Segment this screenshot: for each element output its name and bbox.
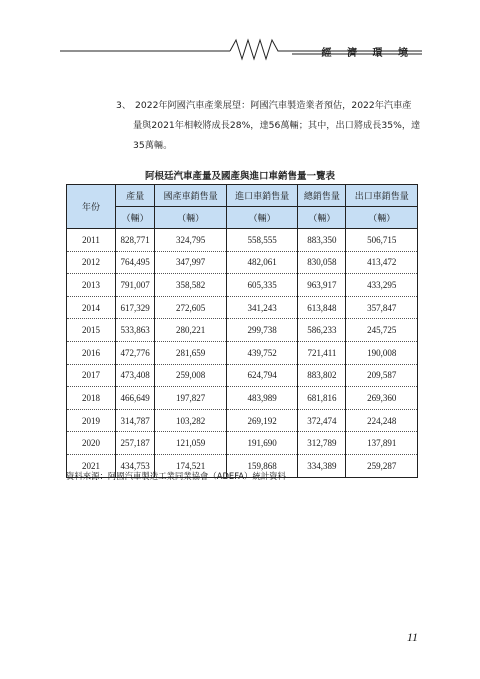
year-cell: 2014 [67,296,116,319]
year-cell: 2021 [67,454,116,477]
value-cell: 272,605 [155,296,227,319]
value-cell: 617,329 [116,296,155,319]
value-cell: 586,233 [298,319,346,342]
paragraph-number: 3、 [116,100,132,111]
value-cell: 473,408 [116,364,155,387]
value-cell: 269,192 [226,409,298,432]
value-cell: 137,891 [346,432,418,455]
value-cell: 299,738 [226,319,298,342]
header-title: 經 濟 環 境 [321,48,414,59]
value-cell: 506,715 [346,229,418,252]
value-cell: 357,847 [346,296,418,319]
year-cell: 2018 [67,387,116,410]
table-body [67,229,418,478]
year-header: 年份 [67,185,116,229]
column-unit: （輛） [116,207,155,229]
value-cell: 191,690 [226,432,298,455]
value-cell: 190,008 [346,341,418,364]
value-cell: 269,360 [346,387,418,410]
page-header [60,34,422,64]
table-row [67,229,418,252]
paragraph-line-3: 35萬輛。 [133,140,173,151]
value-cell: 433,295 [346,274,418,297]
value-cell: 466,649 [116,387,155,410]
value-cell: 197,827 [155,387,227,410]
paragraph-line-1: 3、 2022年阿國汽車產業展望：阿國汽車製造業者預估，2022年汽車產 [116,100,412,111]
value-cell: 281,659 [155,341,227,364]
year-cell: 2011 [67,229,116,252]
value-cell: 791,007 [116,274,155,297]
production-sales-table [66,184,418,478]
value-cell: 613,848 [298,296,346,319]
value-cell: 828,771 [116,229,155,252]
table-row [67,251,418,274]
value-cell: 533,863 [116,319,155,342]
table-title: 阿根廷汽車產量及國產與進口車銷售量一覽表 [144,171,335,182]
value-cell: 482,061 [226,251,298,274]
year-cell: 2017 [67,364,116,387]
year-cell: 2020 [67,432,116,455]
value-cell: 159,868 [226,454,298,477]
paragraph-line-2: 量與2021年相較將成長28%，達56萬輛；其中，出口將成長35%，達 [133,120,421,131]
column-header: 總銷售量 [298,185,346,207]
value-cell: 314,787 [116,409,155,432]
value-cell: 174,521 [155,454,227,477]
value-cell: 257,187 [116,432,155,455]
year-cell: 2016 [67,341,116,364]
column-unit: （輛） [155,207,227,229]
page-number: 11 [406,630,418,644]
value-cell: 413,472 [346,251,418,274]
column-unit: （輛） [346,207,418,229]
value-cell: 681,816 [298,387,346,410]
table-row [67,364,418,387]
value-cell: 324,795 [155,229,227,252]
value-cell: 605,335 [226,274,298,297]
value-cell: 224,248 [346,409,418,432]
paragraph [116,96,434,156]
value-cell: 312,789 [298,432,346,455]
year-cell: 2019 [67,409,116,432]
value-cell: 103,282 [155,409,227,432]
value-cell: 883,802 [298,364,346,387]
column-header: 國產車銷售量 [155,185,227,207]
value-cell: 624,794 [226,364,298,387]
source-note: 資料來源：阿國汽車製造工業同業協會（ADEFA）統計資料 [66,471,286,481]
year-cell: 2015 [67,319,116,342]
value-cell: 434,753 [116,454,155,477]
value-cell: 558,555 [226,229,298,252]
value-cell: 121,059 [155,432,227,455]
table-row [67,341,418,364]
value-cell: 259,008 [155,364,227,387]
column-header: 進口車銷售量 [226,185,298,207]
value-cell: 209,587 [346,364,418,387]
table-row [67,274,418,297]
table-row [67,432,418,455]
value-cell: 245,725 [346,319,418,342]
value-cell: 721,411 [298,341,346,364]
column-unit: （輛） [226,207,298,229]
value-cell: 963,917 [298,274,346,297]
value-cell: 341,243 [226,296,298,319]
value-cell: 483,989 [226,387,298,410]
table-row [67,387,418,410]
value-cell: 472,776 [116,341,155,364]
column-header: 產量 [116,185,155,207]
value-cell: 280,221 [155,319,227,342]
value-cell: 439,752 [226,341,298,364]
value-cell: 883,350 [298,229,346,252]
value-cell: 259,287 [346,454,418,477]
value-cell: 764,495 [116,251,155,274]
table-row [67,319,418,342]
year-cell: 2012 [67,251,116,274]
value-cell: 358,582 [155,274,227,297]
value-cell: 372,474 [298,409,346,432]
value-cell: 334,389 [298,454,346,477]
column-header: 出口車銷售量 [346,185,418,207]
column-unit: （輛） [298,207,346,229]
value-cell: 347,997 [155,251,227,274]
table-row [67,296,418,319]
table-row [67,409,418,432]
year-cell: 2013 [67,274,116,297]
value-cell: 830,058 [298,251,346,274]
